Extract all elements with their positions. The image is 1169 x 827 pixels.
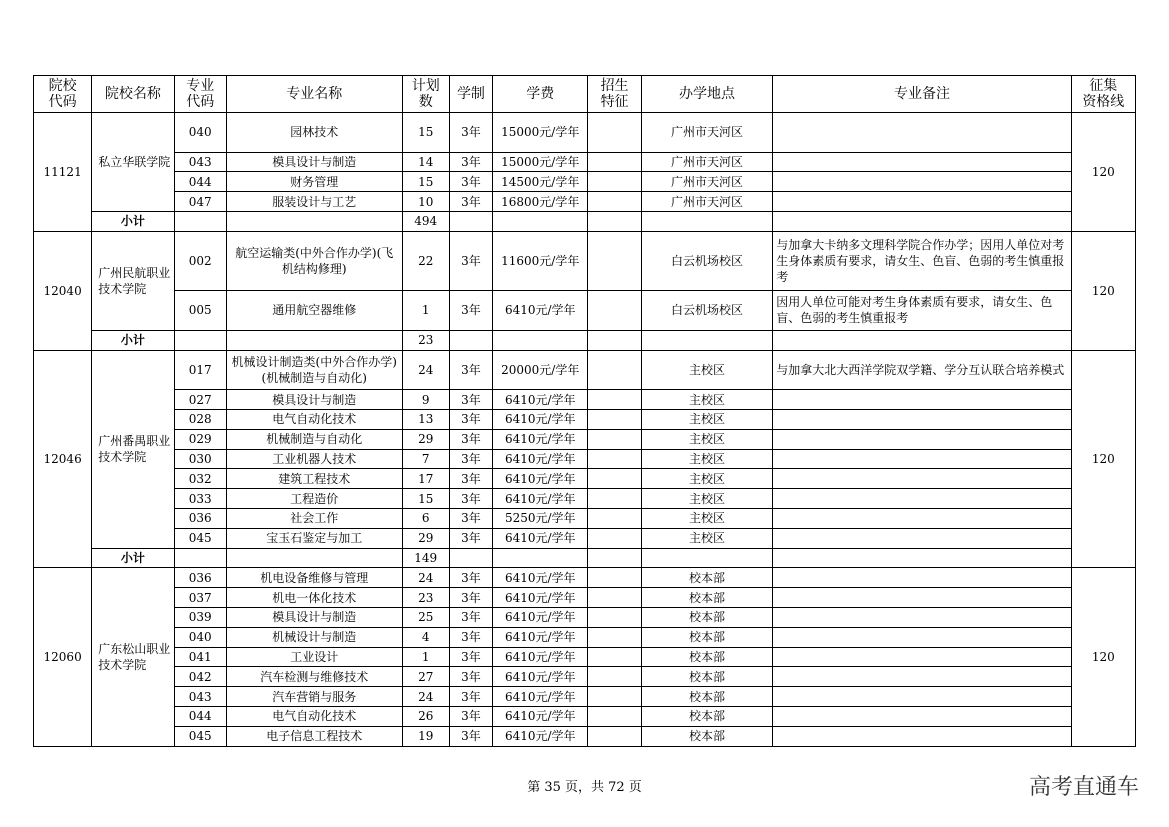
enrollment-feature bbox=[588, 667, 641, 687]
plan-count: 22 bbox=[402, 231, 449, 290]
empty-cell bbox=[493, 548, 588, 568]
tuition: 6410元/学年 bbox=[493, 667, 588, 687]
plan-count: 1 bbox=[402, 647, 449, 667]
table-row bbox=[34, 192, 1136, 212]
plan-count: 15 bbox=[402, 172, 449, 192]
plan-count: 17 bbox=[402, 469, 449, 489]
table-row bbox=[34, 152, 1136, 172]
table-row bbox=[34, 647, 1136, 667]
major-note bbox=[773, 568, 1071, 588]
tuition: 6410元/学年 bbox=[493, 687, 588, 707]
major-note bbox=[773, 627, 1071, 647]
campus: 主校区 bbox=[641, 350, 773, 390]
campus: 广州市天河区 bbox=[641, 152, 773, 172]
major-note bbox=[773, 667, 1071, 687]
campus: 校本部 bbox=[641, 706, 773, 726]
plan-count: 15 bbox=[402, 489, 449, 509]
major-code: 030 bbox=[174, 449, 226, 469]
plan-count: 4 bbox=[402, 627, 449, 647]
enrollment-feature bbox=[588, 390, 641, 410]
tuition: 20000元/学年 bbox=[493, 350, 588, 390]
duration: 3年 bbox=[449, 568, 492, 588]
duration: 3年 bbox=[449, 687, 492, 707]
qualification-line: 120 bbox=[1071, 231, 1135, 350]
plan-count: 25 bbox=[402, 607, 449, 627]
tuition: 6410元/学年 bbox=[493, 588, 588, 608]
empty-cell bbox=[174, 211, 226, 231]
major-code: 044 bbox=[174, 706, 226, 726]
major-name: 机电一体化技术 bbox=[226, 588, 402, 608]
campus: 校本部 bbox=[641, 726, 773, 746]
tuition: 11600元/学年 bbox=[493, 231, 588, 290]
qualification-line: 120 bbox=[1071, 568, 1135, 746]
enrollment-feature bbox=[588, 588, 641, 608]
plan-count: 24 bbox=[402, 687, 449, 707]
campus: 主校区 bbox=[641, 390, 773, 410]
enrollment-feature bbox=[588, 528, 641, 548]
duration: 3年 bbox=[449, 449, 492, 469]
major-name: 通用航空器维修 bbox=[226, 291, 402, 331]
major-name: 工程造价 bbox=[226, 489, 402, 509]
duration: 3年 bbox=[449, 667, 492, 687]
enrollment-feature bbox=[588, 607, 641, 627]
column-header: 院校名称 bbox=[92, 76, 174, 113]
major-note bbox=[773, 508, 1071, 528]
plan-count: 6 bbox=[402, 508, 449, 528]
enrollment-feature bbox=[588, 568, 641, 588]
plan-count: 15 bbox=[402, 113, 449, 153]
school-code: 12040 bbox=[34, 231, 92, 350]
major-note bbox=[773, 192, 1071, 212]
tuition: 6410元/学年 bbox=[493, 528, 588, 548]
empty-cell bbox=[449, 211, 492, 231]
table-row bbox=[34, 231, 1136, 290]
campus: 校本部 bbox=[641, 647, 773, 667]
empty-cell bbox=[226, 330, 402, 350]
admission-table bbox=[33, 75, 1136, 747]
major-note bbox=[773, 687, 1071, 707]
duration: 3年 bbox=[449, 528, 492, 548]
column-header: 招生 特征 bbox=[588, 76, 641, 113]
duration: 3年 bbox=[449, 192, 492, 212]
major-note: 因用人单位可能对考生身体素质有要求，请女生、色盲、色弱的考生慎重报考 bbox=[773, 291, 1071, 331]
major-name: 工业设计 bbox=[226, 647, 402, 667]
enrollment-feature bbox=[588, 627, 641, 647]
enrollment-feature bbox=[588, 489, 641, 509]
tuition: 15000元/学年 bbox=[493, 152, 588, 172]
page-number: 第 35 页，共 72 页 bbox=[527, 780, 642, 795]
empty-cell bbox=[641, 330, 773, 350]
enrollment-feature bbox=[588, 726, 641, 746]
column-header: 院校 代码 bbox=[34, 76, 92, 113]
campus: 广州市天河区 bbox=[641, 113, 773, 153]
major-name: 园林技术 bbox=[226, 113, 402, 153]
major-code: 043 bbox=[174, 687, 226, 707]
enrollment-feature bbox=[588, 449, 641, 469]
table-row bbox=[34, 172, 1136, 192]
tuition: 6410元/学年 bbox=[493, 647, 588, 667]
plan-count: 19 bbox=[402, 726, 449, 746]
table-row bbox=[34, 469, 1136, 489]
enrollment-feature bbox=[588, 706, 641, 726]
major-code: 002 bbox=[174, 231, 226, 290]
table-row bbox=[34, 528, 1136, 548]
campus: 广州市天河区 bbox=[641, 172, 773, 192]
duration: 3年 bbox=[449, 726, 492, 746]
major-name: 电气自动化技术 bbox=[226, 409, 402, 429]
table-row bbox=[34, 687, 1136, 707]
enrollment-feature bbox=[588, 350, 641, 390]
table-body bbox=[34, 113, 1136, 747]
duration: 3年 bbox=[449, 588, 492, 608]
plan-count: 26 bbox=[402, 706, 449, 726]
table-row bbox=[34, 390, 1136, 410]
tuition: 6410元/学年 bbox=[493, 627, 588, 647]
major-note bbox=[773, 469, 1071, 489]
major-note bbox=[773, 409, 1071, 429]
campus: 主校区 bbox=[641, 469, 773, 489]
tuition: 15000元/学年 bbox=[493, 113, 588, 153]
empty-cell bbox=[773, 330, 1071, 350]
major-name: 汽车营销与服务 bbox=[226, 687, 402, 707]
tuition: 6410元/学年 bbox=[493, 291, 588, 331]
column-header: 计划数 bbox=[402, 76, 449, 113]
major-code: 005 bbox=[174, 291, 226, 331]
major-name: 机械设计与制造 bbox=[226, 627, 402, 647]
major-note: 与加拿大卡纳多文理科学院合作办学；因用人单位对考生身体素质有要求，请女生、色盲、色弱的考生慎重报考 bbox=[773, 231, 1071, 290]
empty-cell bbox=[641, 548, 773, 568]
major-name: 机械制造与自动化 bbox=[226, 429, 402, 449]
tuition: 6410元/学年 bbox=[493, 409, 588, 429]
major-name: 社会工作 bbox=[226, 508, 402, 528]
campus: 校本部 bbox=[641, 607, 773, 627]
column-header: 办学地点 bbox=[641, 76, 773, 113]
campus: 白云机场校区 bbox=[641, 291, 773, 331]
table-row bbox=[34, 113, 1136, 153]
school-code: 12060 bbox=[34, 568, 92, 746]
school-name: 广东松山职业技术学院 bbox=[92, 568, 174, 746]
major-note bbox=[773, 588, 1071, 608]
major-code: 033 bbox=[174, 489, 226, 509]
major-code: 017 bbox=[174, 350, 226, 390]
campus: 主校区 bbox=[641, 528, 773, 548]
major-name: 模具设计与制造 bbox=[226, 390, 402, 410]
column-header: 专业备注 bbox=[773, 76, 1071, 113]
tuition: 6410元/学年 bbox=[493, 390, 588, 410]
major-name: 汽车检测与维修技术 bbox=[226, 667, 402, 687]
qualification-line: 120 bbox=[1071, 113, 1135, 232]
plan-count: 27 bbox=[402, 667, 449, 687]
plan-count: 29 bbox=[402, 429, 449, 449]
empty-cell bbox=[493, 330, 588, 350]
enrollment-feature bbox=[588, 508, 641, 528]
major-note bbox=[773, 706, 1071, 726]
enrollment-feature bbox=[588, 113, 641, 153]
major-name: 电气自动化技术 bbox=[226, 706, 402, 726]
major-name: 建筑工程技术 bbox=[226, 469, 402, 489]
major-note bbox=[773, 113, 1071, 153]
table-row bbox=[34, 449, 1136, 469]
major-code: 045 bbox=[174, 528, 226, 548]
major-name: 机电设备维修与管理 bbox=[226, 568, 402, 588]
subtotal-label: 小计 bbox=[92, 330, 174, 350]
empty-cell bbox=[226, 548, 402, 568]
tuition: 5250元/学年 bbox=[493, 508, 588, 528]
tuition: 6410元/学年 bbox=[493, 469, 588, 489]
table-row bbox=[34, 588, 1136, 608]
empty-cell bbox=[493, 211, 588, 231]
table-row bbox=[34, 568, 1136, 588]
subtotal-label: 小计 bbox=[92, 548, 174, 568]
enrollment-feature bbox=[588, 429, 641, 449]
table-row bbox=[34, 409, 1136, 429]
plan-count: 29 bbox=[402, 528, 449, 548]
duration: 3年 bbox=[449, 350, 492, 390]
duration: 3年 bbox=[449, 291, 492, 331]
major-code: 043 bbox=[174, 152, 226, 172]
campus: 校本部 bbox=[641, 568, 773, 588]
tuition: 6410元/学年 bbox=[493, 726, 588, 746]
major-note bbox=[773, 390, 1071, 410]
empty-cell bbox=[449, 330, 492, 350]
table-row bbox=[34, 706, 1136, 726]
enrollment-feature bbox=[588, 152, 641, 172]
duration: 3年 bbox=[449, 390, 492, 410]
campus: 校本部 bbox=[641, 588, 773, 608]
tuition: 6410元/学年 bbox=[493, 706, 588, 726]
major-code: 039 bbox=[174, 607, 226, 627]
plan-count: 1 bbox=[402, 291, 449, 331]
major-name: 工业机器人技术 bbox=[226, 449, 402, 469]
major-note bbox=[773, 528, 1071, 548]
enrollment-feature bbox=[588, 192, 641, 212]
duration: 3年 bbox=[449, 409, 492, 429]
table-row bbox=[34, 508, 1136, 528]
campus: 校本部 bbox=[641, 687, 773, 707]
table-row bbox=[34, 627, 1136, 647]
tuition: 16800元/学年 bbox=[493, 192, 588, 212]
enrollment-feature bbox=[588, 291, 641, 331]
plan-count: 23 bbox=[402, 588, 449, 608]
tuition: 6410元/学年 bbox=[493, 449, 588, 469]
campus: 主校区 bbox=[641, 489, 773, 509]
major-note bbox=[773, 152, 1071, 172]
column-header: 专业 代码 bbox=[174, 76, 226, 113]
column-header: 学制 bbox=[449, 76, 492, 113]
empty-cell bbox=[773, 548, 1071, 568]
empty-cell bbox=[588, 330, 641, 350]
duration: 3年 bbox=[449, 627, 492, 647]
duration: 3年 bbox=[449, 607, 492, 627]
duration: 3年 bbox=[449, 508, 492, 528]
duration: 3年 bbox=[449, 429, 492, 449]
campus: 主校区 bbox=[641, 449, 773, 469]
major-name: 模具设计与制造 bbox=[226, 607, 402, 627]
subtotal-row bbox=[34, 548, 1136, 568]
tuition: 6410元/学年 bbox=[493, 568, 588, 588]
major-note: 与加拿大北大西洋学院双学籍、学分互认联合培养模式 bbox=[773, 350, 1071, 390]
subtotal-value: 494 bbox=[402, 211, 449, 231]
duration: 3年 bbox=[449, 113, 492, 153]
plan-count: 9 bbox=[402, 390, 449, 410]
subtotal-row bbox=[34, 330, 1136, 350]
empty-cell bbox=[588, 548, 641, 568]
tuition: 6410元/学年 bbox=[493, 607, 588, 627]
duration: 3年 bbox=[449, 152, 492, 172]
duration: 3年 bbox=[449, 231, 492, 290]
major-code: 040 bbox=[174, 113, 226, 153]
empty-cell bbox=[449, 548, 492, 568]
plan-count: 7 bbox=[402, 449, 449, 469]
major-name: 机械设计制造类(中外合作办学)(机械制造与自动化) bbox=[226, 350, 402, 390]
campus: 主校区 bbox=[641, 409, 773, 429]
major-name: 财务管理 bbox=[226, 172, 402, 192]
major-code: 036 bbox=[174, 568, 226, 588]
major-code: 041 bbox=[174, 647, 226, 667]
campus: 校本部 bbox=[641, 667, 773, 687]
school-name: 广州民航职业技术学院 bbox=[92, 231, 174, 330]
duration: 3年 bbox=[449, 647, 492, 667]
plan-count: 10 bbox=[402, 192, 449, 212]
subtotal-value: 23 bbox=[402, 330, 449, 350]
empty-cell bbox=[226, 211, 402, 231]
table-row bbox=[34, 726, 1136, 746]
major-note bbox=[773, 449, 1071, 469]
school-name: 广州番禺职业技术学院 bbox=[92, 350, 174, 548]
campus: 主校区 bbox=[641, 508, 773, 528]
major-note bbox=[773, 172, 1071, 192]
table-row bbox=[34, 429, 1136, 449]
subtotal-value: 149 bbox=[402, 548, 449, 568]
plan-count: 24 bbox=[402, 350, 449, 390]
enrollment-feature bbox=[588, 172, 641, 192]
major-code: 037 bbox=[174, 588, 226, 608]
school-code: 12046 bbox=[34, 350, 92, 568]
enrollment-feature bbox=[588, 687, 641, 707]
major-code: 042 bbox=[174, 667, 226, 687]
major-name: 服装设计与工艺 bbox=[226, 192, 402, 212]
major-code: 036 bbox=[174, 508, 226, 528]
enrollment-feature bbox=[588, 231, 641, 290]
enrollment-feature bbox=[588, 409, 641, 429]
empty-cell bbox=[588, 211, 641, 231]
major-code: 027 bbox=[174, 390, 226, 410]
table-row bbox=[34, 489, 1136, 509]
major-note bbox=[773, 647, 1071, 667]
major-name: 电子信息工程技术 bbox=[226, 726, 402, 746]
empty-cell bbox=[174, 548, 226, 568]
major-code: 047 bbox=[174, 192, 226, 212]
major-note bbox=[773, 726, 1071, 746]
school-name: 私立华联学院 bbox=[92, 113, 174, 212]
header-row bbox=[34, 76, 1136, 113]
major-code: 040 bbox=[174, 627, 226, 647]
school-code: 11121 bbox=[34, 113, 92, 232]
column-header: 征集 资格线 bbox=[1071, 76, 1135, 113]
major-name: 航空运输类(中外合作办学)(飞机结构修理) bbox=[226, 231, 402, 290]
table-row bbox=[34, 350, 1136, 390]
watermark: 高考直通车 bbox=[1028, 775, 1139, 800]
empty-cell bbox=[773, 211, 1071, 231]
subtotal-label: 小计 bbox=[92, 211, 174, 231]
plan-count: 24 bbox=[402, 568, 449, 588]
subtotal-row bbox=[34, 211, 1136, 231]
column-header: 专业名称 bbox=[226, 76, 402, 113]
tuition: 6410元/学年 bbox=[493, 429, 588, 449]
major-name: 宝玉石鉴定与加工 bbox=[226, 528, 402, 548]
qualification-line: 120 bbox=[1071, 350, 1135, 568]
empty-cell bbox=[641, 211, 773, 231]
duration: 3年 bbox=[449, 489, 492, 509]
major-code: 028 bbox=[174, 409, 226, 429]
campus: 主校区 bbox=[641, 429, 773, 449]
tuition: 6410元/学年 bbox=[493, 489, 588, 509]
enrollment-feature bbox=[588, 469, 641, 489]
table-row bbox=[34, 291, 1136, 331]
empty-cell bbox=[174, 330, 226, 350]
major-code: 045 bbox=[174, 726, 226, 746]
tuition: 14500元/学年 bbox=[493, 172, 588, 192]
major-code: 032 bbox=[174, 469, 226, 489]
plan-count: 13 bbox=[402, 409, 449, 429]
major-code: 044 bbox=[174, 172, 226, 192]
enrollment-feature bbox=[588, 647, 641, 667]
major-note bbox=[773, 489, 1071, 509]
table-row bbox=[34, 667, 1136, 687]
plan-count: 14 bbox=[402, 152, 449, 172]
major-name: 模具设计与制造 bbox=[226, 152, 402, 172]
campus: 广州市天河区 bbox=[641, 192, 773, 212]
campus: 校本部 bbox=[641, 627, 773, 647]
table-row bbox=[34, 607, 1136, 627]
major-note bbox=[773, 607, 1071, 627]
duration: 3年 bbox=[449, 469, 492, 489]
duration: 3年 bbox=[449, 706, 492, 726]
major-code: 029 bbox=[174, 429, 226, 449]
duration: 3年 bbox=[449, 172, 492, 192]
campus: 白云机场校区 bbox=[641, 231, 773, 290]
column-header: 学费 bbox=[493, 76, 588, 113]
major-note bbox=[773, 429, 1071, 449]
